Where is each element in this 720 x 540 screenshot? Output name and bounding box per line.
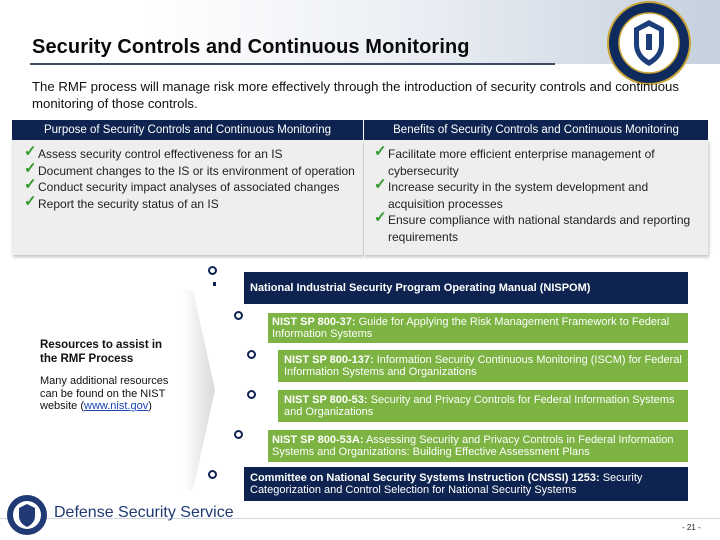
pipeline-dot — [247, 350, 256, 359]
list-item: ✓ Report the security status of an IS — [24, 192, 219, 211]
checkmark-icon: ✓ — [374, 176, 387, 193]
page-number: - 21 - — [682, 523, 701, 532]
nist-website-link[interactable]: www.nist.gov — [84, 400, 149, 412]
pipeline-dot — [208, 266, 217, 275]
pipeline-item-sp800-37: NIST SP 800-37: Guide for Applying the Risk Management Framework to Federal Information Systems — [268, 313, 688, 343]
benefits-header: Benefits of Security Controls and Continuous Monitoring — [364, 120, 708, 140]
page-title: Security Controls and Continuous Monitoring — [32, 36, 470, 58]
resources-heading: Resources to assist in the RMF Process — [40, 339, 163, 365]
list-item: ✓ Facilitate more efficient enterprise management of cybersecurity — [374, 143, 655, 178]
checkmark-icon: ✓ — [24, 143, 37, 160]
intro-text: The RMF process will manage risk more effectively through the introduction of security controls and continuous monitoring of those controls. — [32, 79, 679, 111]
list-item: ✓ Assess security control effectiveness for an IS — [24, 143, 283, 161]
checkmark-icon: ✓ — [374, 209, 387, 226]
pipeline-dot — [247, 390, 256, 399]
checkmark-icon: ✓ — [24, 159, 37, 177]
pipeline-item-cnssi-1253: Committee on National Security Systems Instruction (CNSSI) 1253: Security Categorization and Control Selection for National Security Systems — [244, 467, 688, 501]
checkmark-icon: ✓ — [24, 176, 37, 193]
list-item: ✓ Conduct security impact analyses of associated changes — [24, 176, 340, 194]
pipeline-dot — [208, 470, 217, 479]
pipeline-dot — [234, 430, 243, 439]
resources-body: Many additional resources can be found on the NIST website (www.nist.gov) — [40, 375, 169, 412]
benefits-panel — [364, 140, 708, 255]
pipeline-item-nispom: National Industrial Security Program Operating Manual (NISPOM) — [244, 272, 688, 304]
purpose-panel — [12, 140, 363, 255]
list-item: ✓ Increase security in the system development and acquisition processes — [374, 176, 649, 211]
dss-logo-icon — [6, 494, 48, 536]
pipeline-item-sp800-53: NIST SP 800-53: Security and Privacy Controls for Federal Information Systems and Organizations — [278, 390, 688, 422]
pipeline-item-sp800-137: NIST SP 800-137: Information Security Continuous Monitoring (ISCM) for Federal Information Systems and Organizations — [278, 350, 688, 382]
footer-org-name: Defense Security Service — [54, 504, 234, 521]
resources-arrow-icon — [183, 290, 215, 490]
checkmark-icon: ✓ — [24, 192, 37, 210]
pipeline-dot — [234, 311, 243, 320]
dss-seal-icon — [606, 0, 692, 86]
purpose-header: Purpose of Security Controls and Continuous Monitoring — [12, 120, 363, 140]
title-underline — [30, 63, 555, 65]
pipeline-item-sp800-53a: NIST SP 800-53A: Assessing Security and Privacy Controls in Federal Information Systems and Organizations: Building Effective Assessment Plans — [268, 430, 688, 462]
pipeline-connector — [213, 282, 216, 286]
checkmark-icon: ✓ — [374, 143, 387, 160]
list-item: ✓ Ensure compliance with national standards and reporting requirements — [374, 209, 691, 244]
list-item: ✓ Document changes to the IS or its environment of operation — [24, 159, 355, 178]
